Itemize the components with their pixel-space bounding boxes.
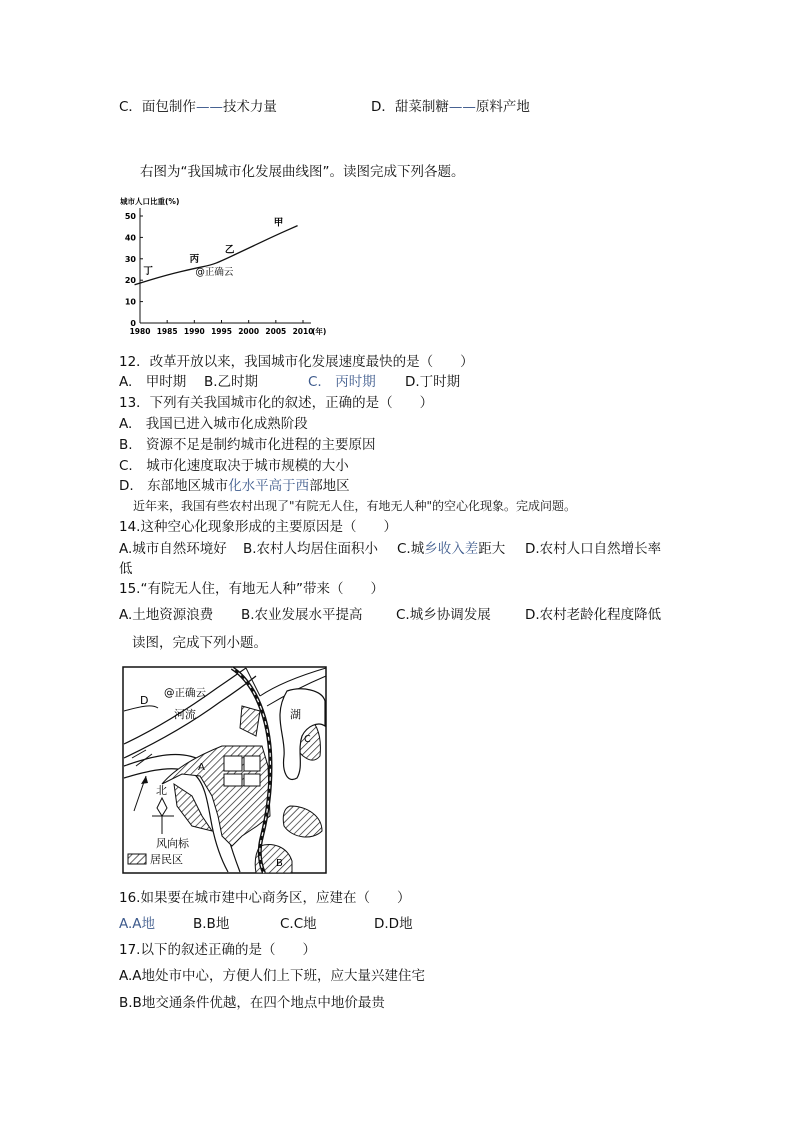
q16-option-d: D.D地 bbox=[374, 916, 413, 932]
point-c-label: C bbox=[304, 734, 311, 745]
urbanization-chart bbox=[118, 194, 334, 339]
option-c-line: C．面包制作——技术力量 bbox=[119, 99, 277, 115]
q14-option-c: C.城乡收入差距大 bbox=[397, 541, 506, 557]
q14-option-d: D.农村人口自然增长率 bbox=[525, 541, 662, 557]
q17-stem: 17.以下的叙述正确的是（ ） bbox=[119, 942, 316, 958]
y-tick-label: 50 bbox=[124, 212, 136, 221]
q14-option-a: A.城市自然环境好 bbox=[119, 541, 227, 557]
y-tick-label: 20 bbox=[124, 276, 136, 286]
q14-option-b: B.农村人均居住面积小 bbox=[243, 541, 379, 557]
q12-option-a: A. 甲时期 bbox=[119, 374, 187, 390]
intro-map: 读图，完成下列小题。 bbox=[132, 635, 267, 651]
q13-option-a: A. 我国已进入城市化成熟阶段 bbox=[119, 416, 308, 432]
svg-text:居民区: 居民区 bbox=[150, 853, 183, 866]
q16-option-a: A.A地 bbox=[119, 916, 156, 932]
chart-watermark: @正确云 bbox=[195, 267, 234, 279]
q16-option-b: B.B地 bbox=[193, 916, 230, 932]
x-tick-label: 1985 bbox=[156, 327, 178, 336]
y-axis-label: 城市人口比重(%) bbox=[120, 197, 180, 206]
intro-hollowing: 近年来，我国有些农村出现了"有院无人住，有地无人种"的空心化现象。完成问题。 bbox=[133, 499, 577, 513]
legend-residential-swatch bbox=[128, 854, 146, 864]
q12-option-c: C. 丙时期 bbox=[308, 374, 376, 390]
point-b-label: B bbox=[276, 858, 283, 869]
point-a-label: A bbox=[198, 762, 205, 773]
svg-text:河流: 河流 bbox=[174, 708, 196, 721]
svg-text:风向标: 风向标 bbox=[156, 837, 189, 850]
intro-chart-question: 右图为“我国城市化发展曲线图”。读图完成下列各题。 bbox=[140, 164, 465, 180]
q16-option-c: C.C地 bbox=[280, 916, 317, 932]
q15-option-b: B.农业发展水平提高 bbox=[241, 607, 363, 623]
period-label: 丁 bbox=[143, 265, 153, 277]
q15-option-a: A.土地资源浪费 bbox=[119, 607, 214, 623]
q13-stem: 13．下列有关我国城市化的叙述，正确的是（ ） bbox=[119, 395, 434, 411]
q13-option-d: D. 东部地区城市化水平高于西部地区 bbox=[119, 478, 350, 494]
svg-text:湖: 湖 bbox=[290, 708, 301, 721]
q13-option-b: B. 资源不足是制约城市化进程的主要原因 bbox=[119, 437, 376, 453]
q15-stem: 15.“有院无人住，有地无人种”带来（ ） bbox=[119, 581, 384, 597]
q13-option-c: C. 城市化速度取决于城市规模的大小 bbox=[119, 458, 349, 474]
option-d-line: D．甜菜制糖——原料产地 bbox=[371, 99, 530, 115]
x-tick-label: 1990 bbox=[183, 327, 205, 336]
x-tick-label: 2005 bbox=[265, 327, 287, 336]
x-tick-label: 2010 bbox=[292, 327, 314, 336]
q17-option-a: A.A地处市中心，方便人们上下班，应大量兴建住宅 bbox=[119, 968, 426, 984]
q17-option-b: B.B地交通条件优越，在四个地点中地价最贵 bbox=[119, 995, 385, 1011]
y-tick-label: 30 bbox=[124, 254, 136, 264]
x-axis-label: (年) bbox=[312, 327, 327, 336]
q12-stem: 12．改革开放以来，我国城市化发展速度最快的是（ ） bbox=[119, 354, 474, 370]
x-tick-label: 1980 bbox=[129, 327, 151, 336]
y-tick-label: 0 bbox=[130, 319, 136, 328]
y-tick-label: 40 bbox=[124, 233, 136, 243]
x-tick-label: 1995 bbox=[211, 327, 232, 336]
period-label: 乙 bbox=[224, 244, 235, 256]
city-map bbox=[122, 666, 328, 876]
q12-option-b: B.乙时期 bbox=[204, 374, 259, 390]
point-d-label: D bbox=[140, 694, 149, 707]
q16-stem: 16.如果要在城市建中心商务区，应建在（ ） bbox=[119, 890, 411, 906]
y-tick-label: 10 bbox=[124, 297, 136, 307]
q15-option-d: D.农村老龄化程度降低 bbox=[525, 607, 662, 623]
q12-option-d: D.丁时期 bbox=[405, 374, 461, 390]
q14-option-d-continued: 低 bbox=[119, 561, 133, 577]
svg-text:@正确云: @正确云 bbox=[164, 687, 206, 699]
q14-stem: 14.这种空心化现象形成的主要原因是（ ） bbox=[119, 519, 397, 535]
period-label: 丙 bbox=[189, 254, 200, 266]
q15-option-c: C.城乡协调发展 bbox=[396, 607, 491, 623]
period-label: 甲 bbox=[273, 217, 284, 229]
x-tick-label: 2000 bbox=[238, 327, 260, 336]
svg-text:北: 北 bbox=[156, 784, 167, 797]
